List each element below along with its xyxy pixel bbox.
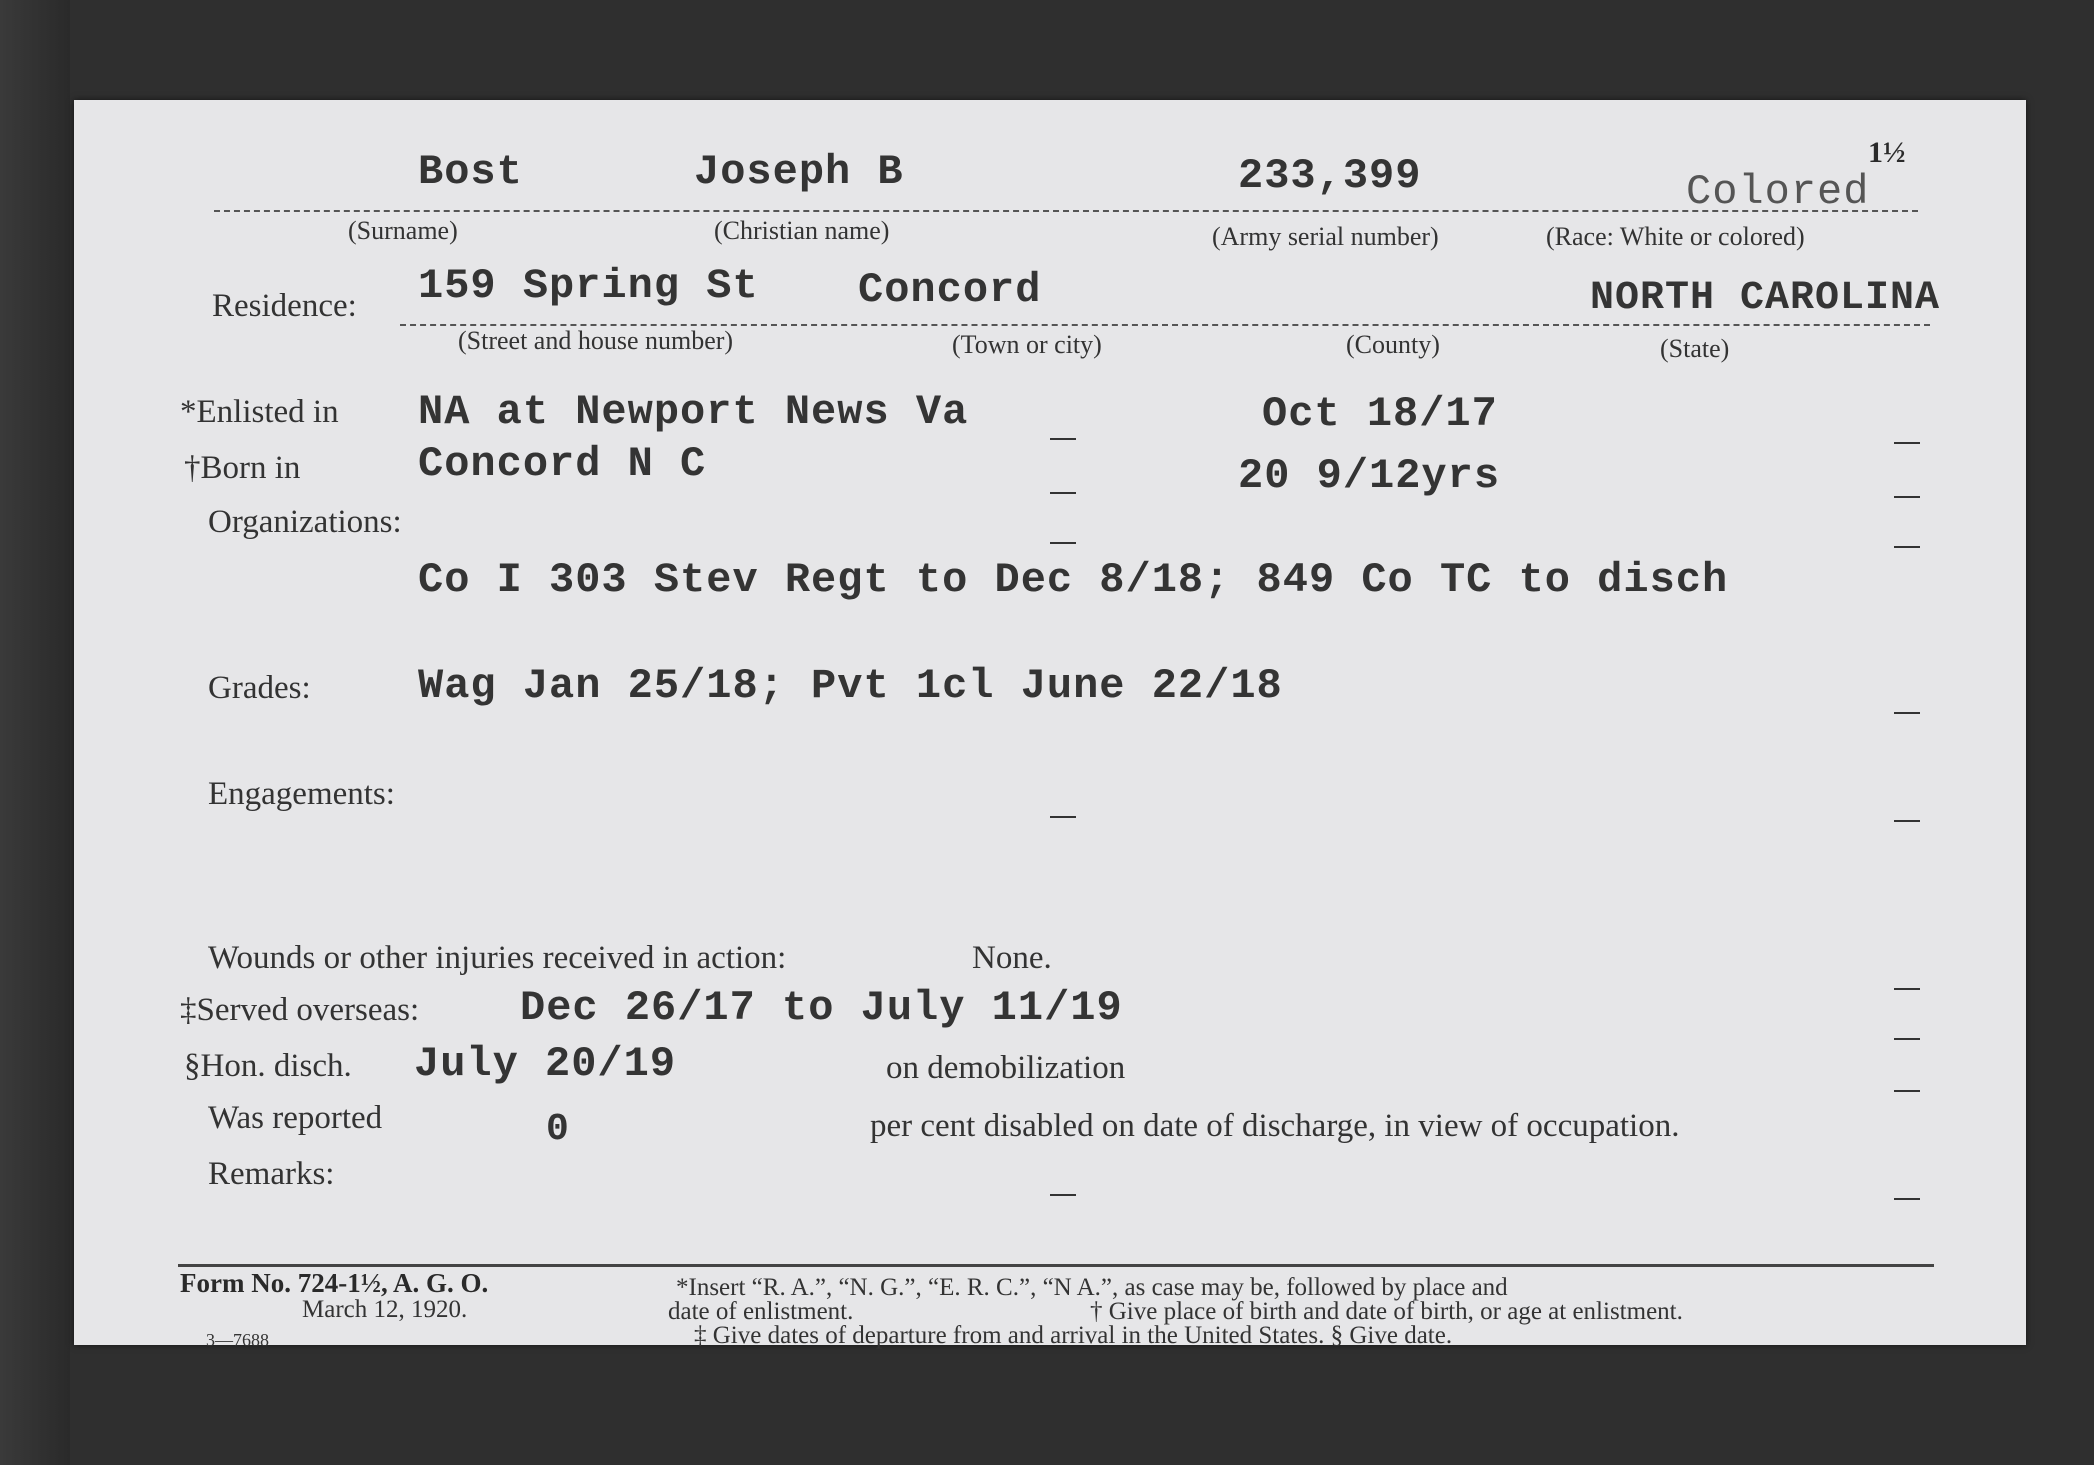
column-mark [1894,1090,1920,1092]
form-date: March 12, 1920. [302,1296,468,1323]
born-label: †Born in [184,450,301,486]
enlisted-label: *Enlisted in [180,394,339,430]
reported-note: per cent disabled on date of discharge, in view of occupation. [870,1108,1680,1144]
enlisted-date-value: Oct 18/17 [1262,390,1498,438]
race-value: Colored [1686,168,1870,216]
column-mark [1894,1198,1920,1200]
residence-street-value: 159 Spring St [418,262,759,310]
discharge-value: July 20/19 [414,1040,677,1088]
footer-note-birth: † Give place of birth and date of birth, or age at enlistment. [1090,1298,1683,1325]
column-mark [1894,496,1920,498]
column-mark [1894,712,1920,714]
wounds-value: None. [972,940,1052,976]
overseas-label: ‡Served overseas: [180,992,420,1028]
column-mark [1050,492,1076,494]
column-mark [1894,546,1920,548]
print-code: 3—7688 [206,1330,269,1350]
engagements-label: Engagements: [208,776,395,812]
state-caption: (State) [1660,334,1730,363]
name-line [214,210,1918,212]
scan-backdrop [0,0,70,1465]
form-number: Form No. 724-1½, A. G. O. [180,1268,489,1298]
residence-town-value: Concord [858,266,1042,314]
surname-value: Bost [418,148,523,196]
service-record-card [74,100,2026,1350]
footer-note-overseas: ‡ Give dates of departure from and arrival in the United States. § Give date. [694,1322,1453,1349]
discharge-label: §Hon. disch. [184,1048,352,1084]
town-caption: (Town or city) [952,330,1102,359]
reported-value: 0 [546,1108,570,1151]
corner-mark: 1½ [1868,136,1906,169]
column-mark [1050,816,1076,818]
reported-label: Was reported [208,1100,383,1136]
street-caption: (Street and house number) [458,326,734,355]
grades-value: Wag Jan 25/18; Pvt 1cl June 22/18 [418,662,1283,710]
column-mark [1050,542,1076,544]
grades-label: Grades: [208,670,311,706]
footer-rule [178,1264,1934,1267]
footer-note-enlistment: date of enlistment. [668,1298,854,1325]
residence-label: Residence: [212,288,357,324]
born-value: Concord N C [418,440,707,488]
remarks-label: Remarks: [208,1156,335,1192]
organizations-label: Organizations: [208,504,402,540]
serial-number-caption: (Army serial number) [1212,222,1439,251]
wounds-label: Wounds or other injuries received in action: [208,940,787,976]
county-caption: (County) [1346,330,1440,359]
surname-caption: (Surname) [348,216,458,245]
column-mark [1894,1038,1920,1040]
born-age-value: 20 9/12yrs [1238,452,1501,500]
christian-name-caption: (Christian name) [714,216,890,245]
overseas-value: Dec 26/17 to July 11/19 [520,984,1123,1032]
enlisted-value: NA at Newport News Va [418,388,969,436]
discharge-note: on demobilization [886,1050,1126,1086]
footer-note-insert: *Insert “R. A.”, “N. G.”, “E. R. C.”, “N A.”, as case may be, followed by place and [676,1274,1508,1301]
column-mark [1050,1194,1076,1196]
column-mark [1894,988,1920,990]
column-mark [1050,438,1076,440]
organizations-value: Co I 303 Stev Regt to Dec 8/18; 849 Co TC to disch [418,556,1729,604]
residence-state-value: NORTH CAROLINA [1590,276,1941,321]
column-mark [1894,820,1920,822]
christian-name-value: Joseph B [694,148,904,196]
column-mark [1894,442,1920,444]
race-caption: (Race: White or colored) [1546,222,1805,251]
serial-number-value: 233,399 [1238,152,1422,200]
